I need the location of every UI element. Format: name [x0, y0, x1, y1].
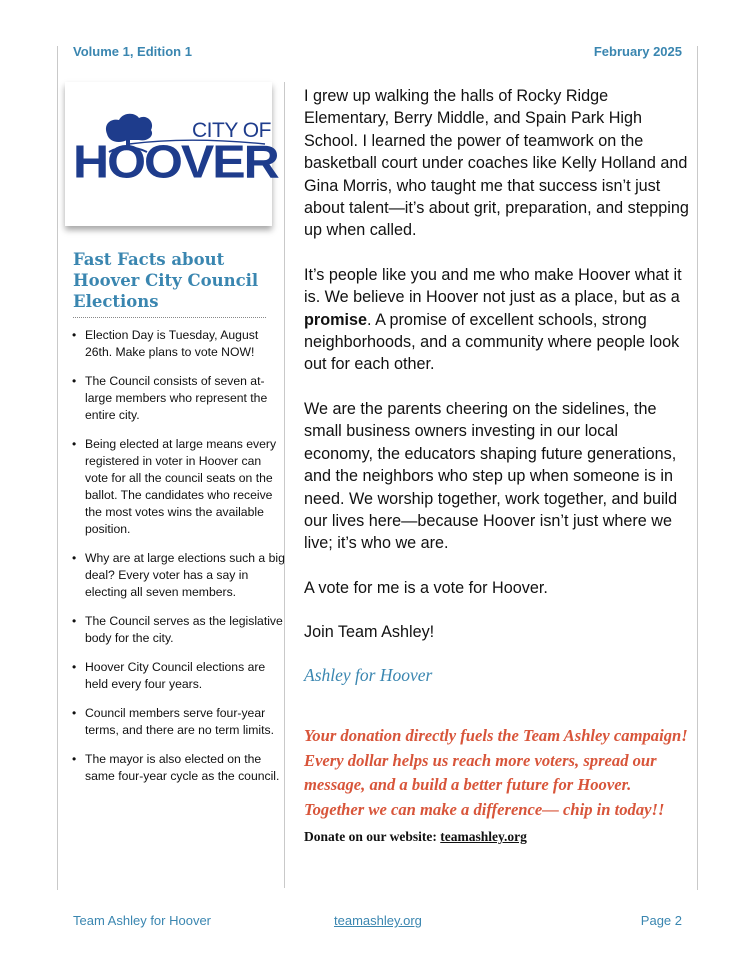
- right-border: [697, 46, 698, 890]
- city-of-hoover-logo: [65, 82, 278, 226]
- volume-edition: Volume 1, Edition 1: [73, 44, 192, 59]
- fast-facts-title: Fast Facts about Hoover City Council Elections: [73, 250, 259, 311]
- list-item: • Being elected at large means every registered in voter in Hoover can vote for all the council seats on the ballot. The candidates who receive the most votes wins the available position.: [85, 436, 285, 538]
- footer-website-link[interactable]: teamashley.org: [334, 913, 422, 928]
- list-item: • The mayor is also elected on the same four-year cycle as the council.: [85, 751, 285, 785]
- paragraph-schools: I grew up walking the halls of Rocky Ridge Elementary, Berry Middle, and Spain Park High School. I learned the power of teamwork on the basketball court under coaches like Kelly Holland and Gina Morris, who taught me that success isn’t just about talent—it’s about grit, preparation, and stepping up when called.: [304, 87, 689, 240]
- promise-emphasis: promise: [304, 310, 367, 329]
- main-article: [304, 85, 689, 666]
- paragraph-vote: A vote for me is a vote for Hoover.: [304, 578, 548, 597]
- donate-line: [304, 829, 527, 845]
- donate-link[interactable]: teamashley.org: [440, 829, 527, 844]
- donation-appeal: Your donation directly fuels the Team Ashley campaign! Every dollar helps us reach more voters, spread our message, and a build a better future for Hoover. Together we can make a difference— chip in today!!: [304, 726, 688, 819]
- list-item: • Election Day is Tuesday, August 26th. Make plans to vote NOW!: [85, 327, 285, 361]
- issue-date: February 2025: [593, 44, 682, 59]
- logo-hoover-text: HOOVER: [73, 135, 278, 188]
- list-item: • Hoover City Council elections are held every four years.: [85, 659, 285, 693]
- paragraph-promise-start: It’s people like you and me who make Hoover what it is. We believe in Hoover not just as a place, but as a: [304, 265, 682, 307]
- paragraph-join: Join Team Ashley!: [304, 623, 435, 642]
- paragraph-community: We are the parents cheering on the sidelines, the small business owners investing in our local economy, the educators shaping future generations, and the neighbors who step up when someone is in need. We worship together, work together, and build our lives here—because Hoover isn’t just where we live; it’s who we are.: [304, 399, 678, 553]
- paragraph-promise-end: . A promise of excellent schools, strong neighborhoods, and a community where people look out for each other.: [304, 310, 680, 374]
- left-border: [57, 46, 58, 890]
- logo-city-text: CITY OF: [192, 119, 271, 142]
- page-number: Page 2: [640, 913, 682, 928]
- footer-campaign: Team Ashley for Hoover: [73, 913, 212, 928]
- list-item: • The Council serves as the legislative body for the city.: [85, 613, 285, 647]
- dotted-divider: [73, 317, 266, 318]
- list-item: • Council members serve four-year terms, and there are no term limits.: [85, 705, 285, 739]
- paragraph-promise: [304, 264, 689, 376]
- fast-facts-list: [70, 327, 285, 797]
- donate-label: Donate on our website:: [304, 829, 441, 844]
- list-item: • The Council consists of seven at-large members who represent the entire city.: [85, 373, 285, 424]
- list-item: • Why are at large elections such a big deal? Every voter has a say in electing all seven members.: [85, 550, 285, 601]
- signature: Ashley for Hoover: [304, 665, 433, 685]
